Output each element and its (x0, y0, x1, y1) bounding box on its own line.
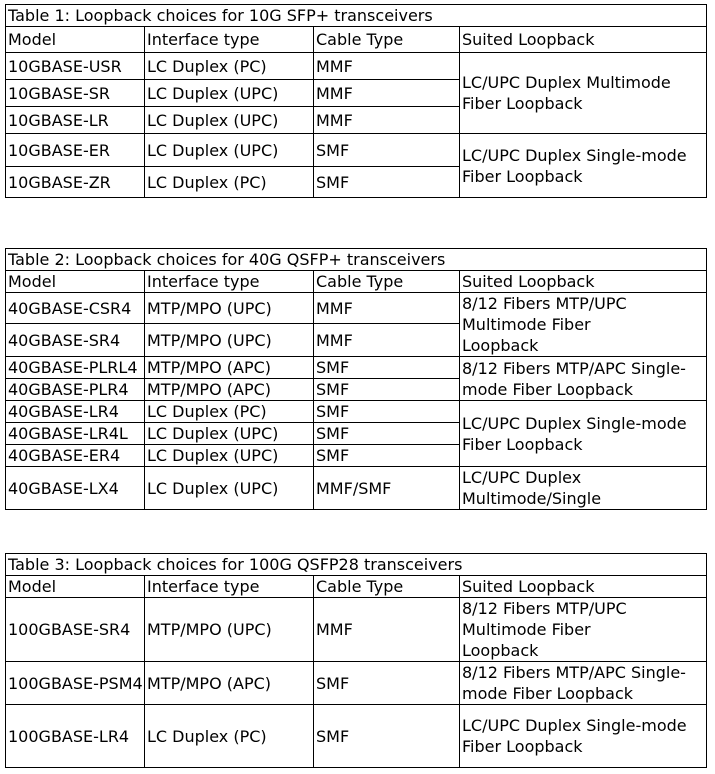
cell-interface: LC Duplex (UPC) (145, 423, 314, 445)
cell-loopback: 8/12 Fibers MTP/APC Single-mode Fiber Loopback (460, 662, 707, 705)
header-interface-type: Interface type (145, 271, 314, 293)
cell-model: 100GBASE-PSM4 (6, 662, 145, 705)
table-100g-qsfp28 (5, 553, 706, 768)
cell-model: 10GBASE-ER (6, 134, 145, 167)
header-cable-type: Cable Type (314, 271, 460, 293)
cell-model: 40GBASE-CSR4 (6, 293, 145, 324)
cell-interface: LC Duplex (PC) (145, 705, 314, 768)
cell-model: 10GBASE-USR (6, 53, 145, 80)
table-row (6, 357, 707, 379)
cell-loopback (460, 401, 707, 467)
cell-model: 40GBASE-PLRL4 (6, 357, 145, 379)
cell-cable: MMF (314, 598, 460, 662)
header-model: Model (6, 576, 145, 598)
cell-cable: SMF (314, 445, 460, 467)
cell-loopback (460, 705, 707, 768)
cell-interface: LC Duplex (UPC) (145, 445, 314, 467)
cell-interface: LC Duplex (PC) (145, 401, 314, 423)
table-40g-qsfp (5, 248, 706, 510)
cell-model: 40GBASE-PLR4 (6, 379, 145, 401)
cell-model: 10GBASE-SR (6, 80, 145, 107)
loopback-text: 8/12 Fibers MTP/UPC Multimode Fiber Loopback (462, 599, 627, 660)
cell-interface: MTP/MPO (UPC) (145, 293, 314, 324)
cell-loopback: 8/12 Fibers MTP/APC Single-mode Fiber Loopback (460, 357, 707, 401)
cell-cable: MMF (314, 107, 460, 134)
cell-loopback: LC/UPC Duplex Multimode Fiber Loopback (460, 53, 707, 134)
cell-model: 40GBASE-LR4 (6, 401, 145, 423)
cell-model: 100GBASE-LR4 (6, 705, 145, 768)
cell-interface: MTP/MPO (APC) (145, 662, 314, 705)
cell-cable: SMF (314, 423, 460, 445)
cell-interface: LC Duplex (UPC) (145, 107, 314, 134)
cell-cable: MMF/SMF (314, 467, 460, 510)
header-interface-type: Interface type (145, 27, 314, 53)
table-caption: Table 2: Loopback choices for 40G QSFP+ transceivers (6, 249, 707, 271)
table-10g-sfp (5, 4, 706, 198)
header-cable-type: Cable Type (314, 576, 460, 598)
cell-model: 40GBASE-LR4L (6, 423, 145, 445)
cell-model: 10GBASE-LR (6, 107, 145, 134)
cell-interface: MTP/MPO (APC) (145, 379, 314, 401)
loopback-text: 8/12 Fibers MTP/UPC Multimode Fiber Loopback (462, 294, 627, 355)
table-row (6, 598, 707, 662)
table-row (6, 705, 707, 768)
cell-interface: LC Duplex (UPC) (145, 80, 314, 107)
header-suited-loopback: Suited Loopback (460, 576, 707, 598)
cell-model: 10GBASE-ZR (6, 167, 145, 198)
table-caption: Table 3: Loopback choices for 100G QSFP28 transceivers (6, 554, 707, 576)
cell-model: 40GBASE-LX4 (6, 467, 145, 510)
cell-cable: MMF (314, 293, 460, 324)
cell-cable: SMF (314, 705, 460, 768)
cell-interface: MTP/MPO (APC) (145, 357, 314, 379)
table-caption: Table 1: Loopback choices for 10G SFP+ transceivers (6, 5, 707, 27)
table-row (6, 467, 707, 510)
cell-loopback (460, 293, 707, 357)
table-row (6, 53, 707, 80)
cell-loopback (460, 467, 707, 510)
loopback-text: LC/UPC Duplex Multimode/Single (462, 468, 602, 508)
cell-interface: MTP/MPO (UPC) (145, 598, 314, 662)
cell-cable: MMF (314, 80, 460, 107)
table-row (6, 401, 707, 423)
header-interface-type: Interface type (145, 576, 314, 598)
header-suited-loopback: Suited Loopback (460, 27, 707, 53)
cell-cable: SMF (314, 379, 460, 401)
cell-cable: SMF (314, 167, 460, 198)
header-model: Model (6, 271, 145, 293)
cell-model: 40GBASE-SR4 (6, 324, 145, 357)
cell-loopback (460, 598, 707, 662)
header-suited-loopback: Suited Loopback (460, 271, 707, 293)
cell-interface: LC Duplex (UPC) (145, 134, 314, 167)
cell-interface: LC Duplex (PC) (145, 167, 314, 198)
cell-cable: SMF (314, 357, 460, 379)
cell-interface: LC Duplex (PC) (145, 53, 314, 80)
loopback-text: LC/UPC Duplex Single-mode Fiber Loopback (462, 145, 687, 186)
cell-cable: MMF (314, 324, 460, 357)
loopback-text: LC/UPC Duplex Single-mode Fiber Loopback (462, 716, 687, 756)
cell-cable: SMF (314, 134, 460, 167)
table-row (6, 293, 707, 324)
cell-interface: MTP/MPO (UPC) (145, 324, 314, 357)
cell-cable: SMF (314, 401, 460, 423)
table-row (6, 662, 707, 705)
cell-cable: MMF (314, 53, 460, 80)
cell-loopback (460, 134, 707, 198)
table-row (6, 134, 707, 167)
cell-model: 40GBASE-ER4 (6, 445, 145, 467)
cell-interface: LC Duplex (UPC) (145, 467, 314, 510)
header-model: Model (6, 27, 145, 53)
header-cable-type: Cable Type (314, 27, 460, 53)
loopback-text: LC/UPC Duplex Single-mode Fiber Loopback (462, 413, 687, 454)
cell-model: 100GBASE-SR4 (6, 598, 145, 662)
cell-cable: SMF (314, 662, 460, 705)
